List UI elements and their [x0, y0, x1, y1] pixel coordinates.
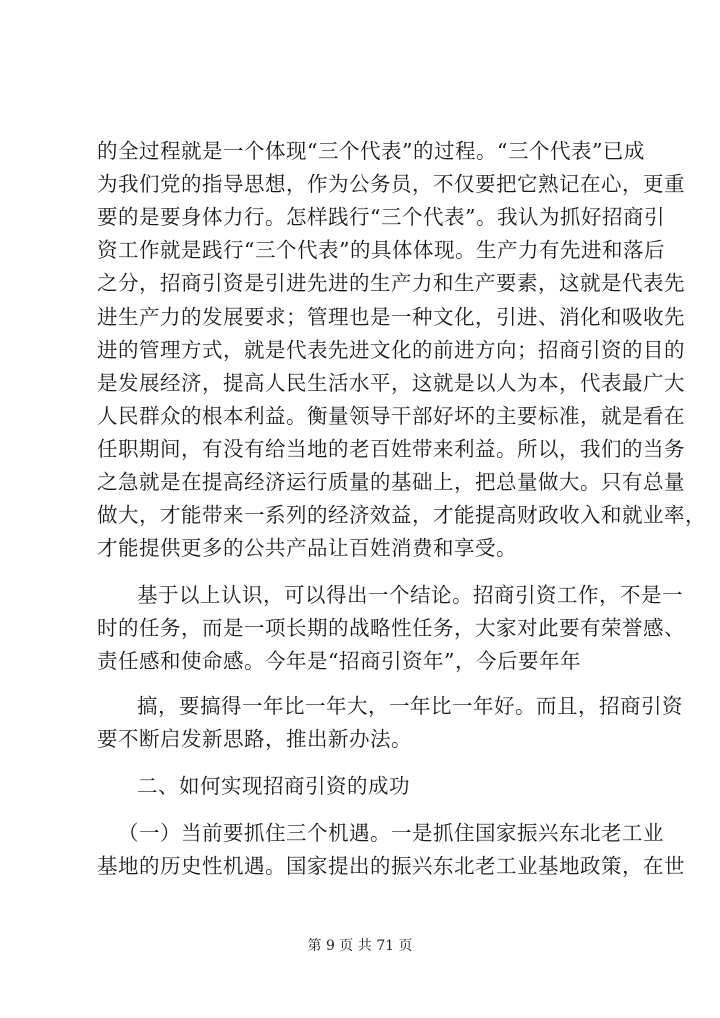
body-line-7: 进的管理方式，就是代表先进文化的前进方向；招商引资的目的: [97, 338, 685, 362]
body-line-2: 为我们党的指导思想，作为公务员，不仅要把它熟记在心，更重: [97, 172, 685, 196]
body-line-1: 的全过程就是一个体现“三个代表”的过程。“三个代表”已成: [97, 139, 645, 163]
page-footer: 第 9 页 共 71 页: [307, 938, 413, 954]
body-line-13: 才能提供更多的公共产品让百姓消费和享受。: [97, 536, 517, 560]
body-line-6: 进生产力的发展要求；管理也是一种文化，引进、消化和吸收先: [97, 305, 685, 329]
body-line-11: 之急就是在提高经济运行质量的基础上，把总量做大。只有总量: [97, 470, 685, 494]
body-line-9: 人民群众的根本利益。衡量领导干部好坏的主要标准，就是看在: [97, 404, 685, 428]
body-line-4: 资工作就是践行“三个代表”的具体体现。生产力有先进和落后: [97, 238, 665, 262]
body-line-12: 做大，才能带来一系列的经济效益，才能提高财政收入和就业率，: [97, 503, 706, 527]
body-line-8: 是发展经济，提高人民生活水平，这就是以人为本，代表最广大: [97, 371, 685, 395]
section-heading: 二、如何实现招商引资的成功: [137, 774, 410, 798]
body-line-15: 时的任务，而是一项长期的战略性任务，大家对此要有荣誉感、: [97, 616, 685, 640]
body-line-10: 任职期间，有没有给当地的老百姓带来利益。所以，我们的当务: [97, 437, 685, 461]
body-line-20: （一）当前要抓住三个机遇。一是抓住国家振兴东北老工业: [118, 821, 664, 845]
body-line-5: 之分，招商引资是引进先进的生产力和生产要素，这就是代表先: [97, 271, 685, 295]
body-line-18: 要不断启发新思路，推出新办法。: [97, 727, 412, 751]
body-line-16: 责任感和使命感。今年是“招商引资年”，今后要年年: [97, 649, 581, 673]
body-line-14: 基于以上认识，可以得出一个结论。招商引资工作，不是一: [137, 583, 683, 607]
body-line-21: 基地的历史性机遇。国家提出的振兴东北老工业基地政策，在世: [97, 854, 685, 878]
body-line-17: 搞，要搞得一年比一年大，一年比一年好。而且，招商引资: [137, 694, 683, 718]
body-line-3: 要的是要身体力行。怎样践行“三个代表”。我认为抓好招商引: [97, 205, 665, 229]
